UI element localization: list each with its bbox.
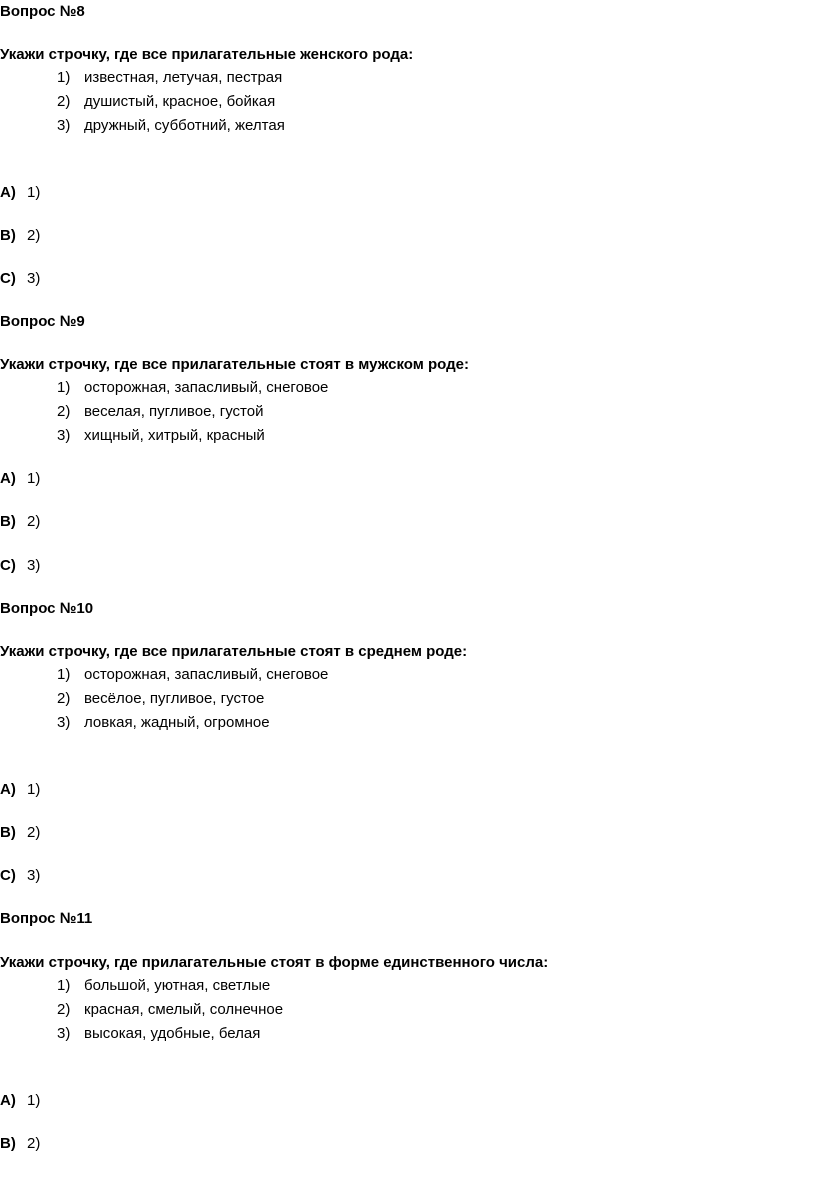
answer-value: 2) <box>27 824 41 841</box>
answer-value: 2) <box>27 227 41 244</box>
option-text: большой, уютная, светлые <box>84 977 271 994</box>
option-number: 3) <box>57 427 71 444</box>
option-1 <box>57 665 328 685</box>
answer-a[interactable] <box>0 1091 40 1111</box>
answer-value: 1) <box>27 1092 41 1109</box>
answer-b[interactable] <box>0 226 40 246</box>
question-title: Вопрос №8 <box>0 3 85 20</box>
option-number: 3) <box>57 1025 71 1042</box>
option-text: осторожная, запасливый, снеговое <box>84 666 329 683</box>
answer-letter: A) <box>0 470 16 487</box>
option-number: 1) <box>57 379 71 396</box>
answer-value: 3) <box>27 557 41 574</box>
option-text: веселая, пугливое, густой <box>84 403 264 420</box>
option-2 <box>57 1000 283 1020</box>
option-number: 2) <box>57 93 71 110</box>
option-2 <box>57 402 263 422</box>
answer-value: 2) <box>27 513 41 530</box>
question-title: Вопрос №11 <box>0 910 93 927</box>
option-number: 2) <box>57 403 71 420</box>
answer-b[interactable] <box>0 1134 40 1154</box>
option-number: 2) <box>57 690 71 707</box>
answer-letter: B) <box>0 227 16 244</box>
option-text: высокая, удобные, белая <box>84 1025 261 1042</box>
option-1 <box>57 378 328 398</box>
option-text: душистый, красное, бойкая <box>84 93 276 110</box>
answer-letter: C) <box>0 270 16 287</box>
option-2 <box>57 92 275 112</box>
question-prompt: Укажи строчку, где все прилагательные женского рода: <box>0 46 414 63</box>
answer-letter: A) <box>0 1092 16 1109</box>
option-text: хищный, хитрый, красный <box>84 427 265 444</box>
option-1 <box>57 976 270 996</box>
answer-b[interactable] <box>0 823 40 843</box>
question-prompt: Укажи строчку, где все прилагательные стоят в среднем роде: <box>0 643 468 660</box>
option-text: красная, смелый, солнечное <box>84 1001 284 1018</box>
answer-b[interactable] <box>0 512 40 532</box>
answer-letter: B) <box>0 1135 16 1152</box>
option-1 <box>57 68 282 88</box>
option-number: 1) <box>57 666 71 683</box>
answer-a[interactable] <box>0 183 40 203</box>
answer-letter: B) <box>0 824 16 841</box>
option-number: 1) <box>57 69 71 86</box>
option-2 <box>57 689 264 709</box>
question-title: Вопрос №10 <box>0 600 94 617</box>
answer-c[interactable] <box>0 269 40 289</box>
answer-a[interactable] <box>0 469 40 489</box>
option-text: известная, летучая, пестрая <box>84 69 283 86</box>
option-text: дружный, субботний, желтая <box>84 117 285 134</box>
answer-c[interactable] <box>0 556 40 576</box>
answer-value: 1) <box>27 781 41 798</box>
answer-a[interactable] <box>0 780 40 800</box>
answer-value: 3) <box>27 270 41 287</box>
question-prompt: Укажи строчку, где все прилагательные стоят в мужском роде: <box>0 356 470 373</box>
option-text: весёлое, пугливое, густое <box>84 690 265 707</box>
option-3 <box>57 116 285 136</box>
option-number: 1) <box>57 977 71 994</box>
option-number: 3) <box>57 117 71 134</box>
answer-letter: C) <box>0 867 16 884</box>
option-number: 3) <box>57 714 71 731</box>
option-3 <box>57 426 265 446</box>
answer-letter: B) <box>0 513 16 530</box>
question-title: Вопрос №9 <box>0 313 85 330</box>
answer-c[interactable] <box>0 866 40 886</box>
answer-value: 3) <box>27 867 41 884</box>
answer-letter: A) <box>0 184 16 201</box>
answer-value: 1) <box>27 470 41 487</box>
question-prompt: Укажи строчку, где прилагательные стоят в форме единственного числа: <box>0 954 549 971</box>
answer-value: 1) <box>27 184 41 201</box>
option-text: осторожная, запасливый, снеговое <box>84 379 329 396</box>
answer-letter: C) <box>0 557 16 574</box>
option-text: ловкая, жадный, огромное <box>84 714 270 731</box>
answer-letter: A) <box>0 781 16 798</box>
option-3 <box>57 1024 260 1044</box>
option-number: 2) <box>57 1001 71 1018</box>
option-3 <box>57 713 270 733</box>
answer-value: 2) <box>27 1135 41 1152</box>
